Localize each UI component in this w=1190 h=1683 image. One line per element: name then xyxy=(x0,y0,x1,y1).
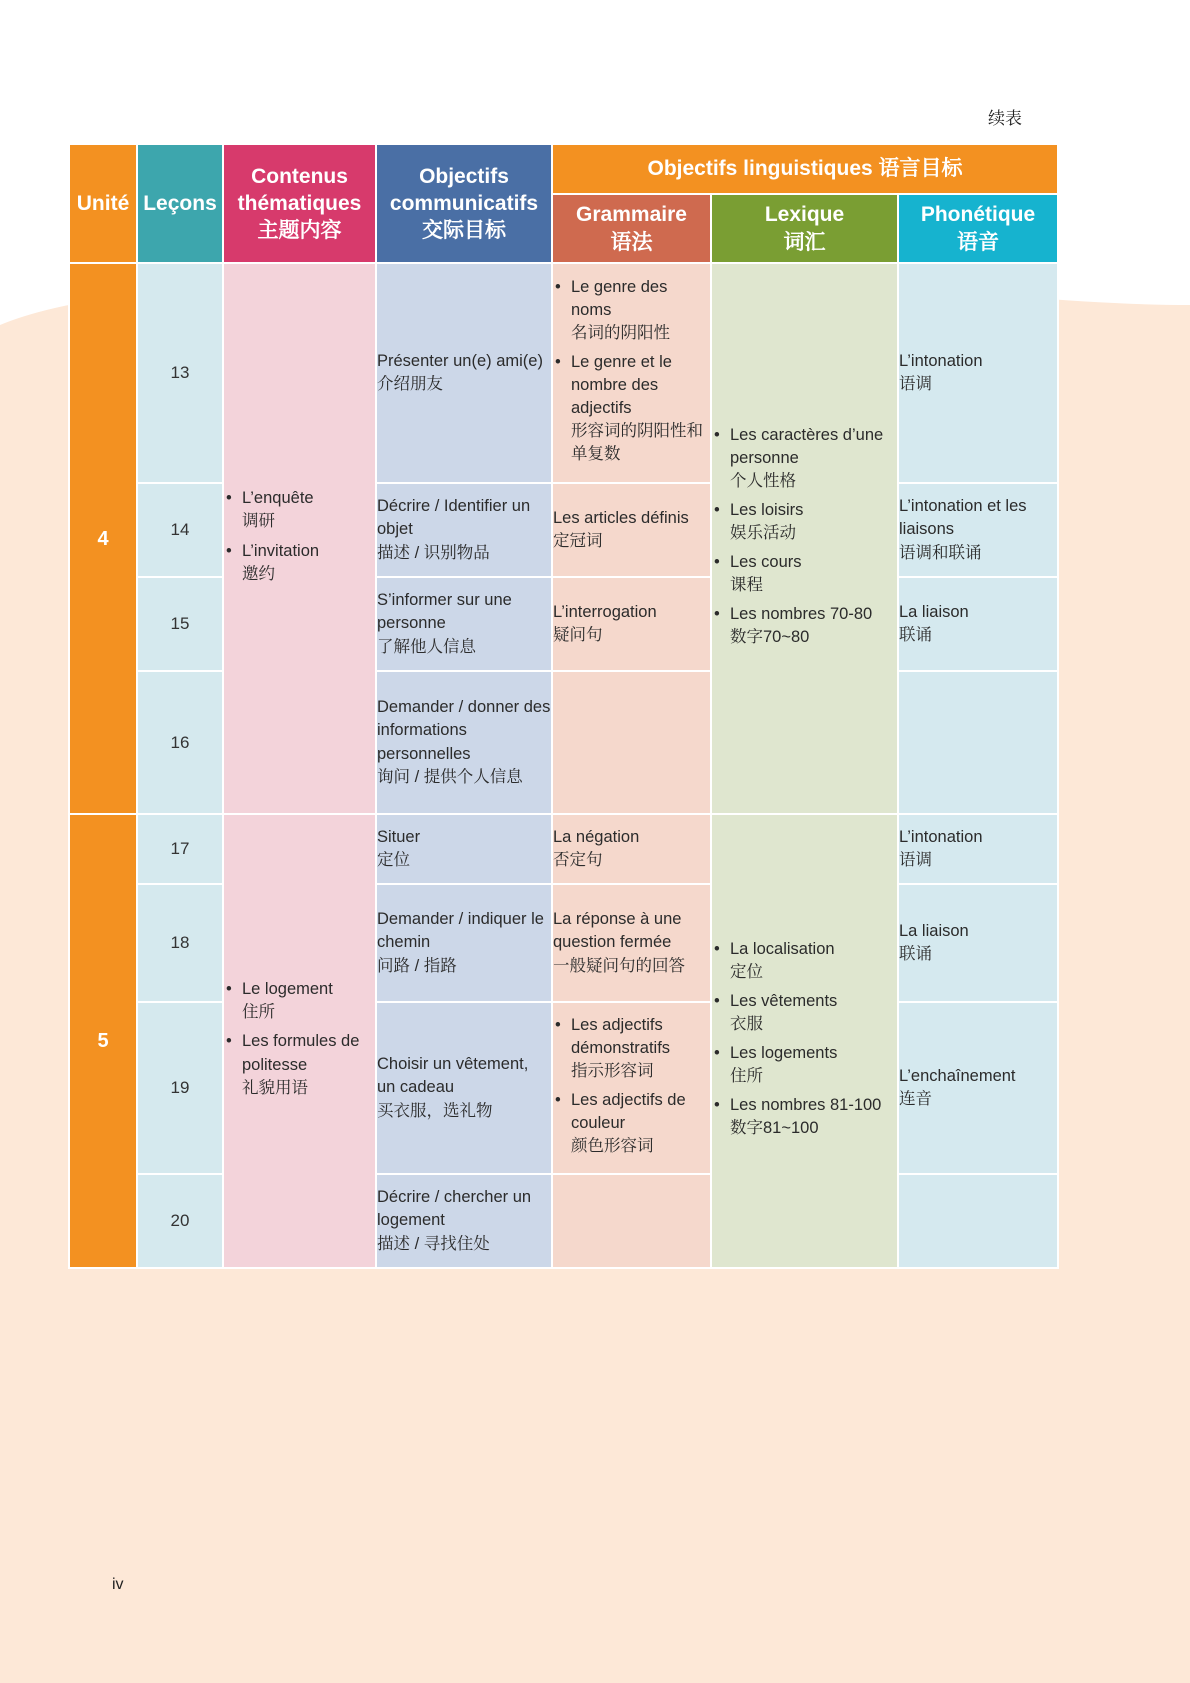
gram-cell-empty xyxy=(552,1174,711,1268)
lesson-number: 19 xyxy=(137,1002,223,1174)
comm-cell: S’informer sur une personne 了解他人信息 xyxy=(376,577,552,671)
phon-cell: L’enchaînement 连音 xyxy=(898,1002,1058,1174)
list-item: • Les loisirs 娱乐活动 xyxy=(712,499,897,545)
contenus-cell xyxy=(223,814,376,1268)
table-row xyxy=(69,483,1058,577)
gram-cell: La négation 否定句 xyxy=(552,814,711,884)
header-lecons: Leçons xyxy=(137,144,223,263)
header-contenus-fr: Contenus thématiques xyxy=(237,164,362,215)
header-lexique-zh: 词汇 xyxy=(783,230,826,254)
comm-cell: Présenter un(e) ami(e) 介绍朋友 xyxy=(376,263,552,483)
header-phonetique-fr: Phonétique xyxy=(920,203,1036,227)
header-lexique xyxy=(711,194,898,263)
list-item: • Le logement 住所 xyxy=(224,978,375,1024)
phon-cell: L’intonation et les liaisons 语调和联诵 xyxy=(898,483,1058,577)
header-linguistiques: Objectifs linguistiques 语言目标 xyxy=(552,144,1058,194)
list-item: • Les formules de politesse 礼貌用语 xyxy=(224,1030,375,1099)
page-number: iv xyxy=(112,1576,124,1593)
list-item: • Les nombres 81-100 数字81~100 xyxy=(712,1094,897,1140)
gram-cell: L’interrogation 疑问句 xyxy=(552,577,711,671)
syllabus-table xyxy=(68,143,1059,1269)
header-objectifs-fr: Objectifs communicatifs xyxy=(389,164,539,215)
phon-cell: L’intonation 语调 xyxy=(898,263,1058,483)
lesson-number: 13 xyxy=(137,263,223,483)
header-phonetique xyxy=(898,194,1058,263)
contenus-cell xyxy=(223,263,376,814)
table-row xyxy=(69,577,1058,671)
header-phonetique-zh: 语音 xyxy=(957,230,999,254)
list-item: • Les logements 住所 xyxy=(712,1042,897,1088)
phon-cell: La liaison 联诵 xyxy=(898,884,1058,1002)
list-item: • L’enquête 调研 xyxy=(224,487,375,533)
list-item: • Les cours 课程 xyxy=(712,551,897,597)
list-item: • Le genre des noms 名词的阴阳性 xyxy=(553,276,710,345)
table-row xyxy=(69,884,1058,1002)
list-item: • Les adjectifs démonstratifs 指示形容词 xyxy=(553,1014,710,1083)
header-contenus xyxy=(223,144,376,263)
phon-cell-empty xyxy=(898,1174,1058,1268)
table-row xyxy=(69,1174,1058,1268)
list-item: • Les vêtements 衣服 xyxy=(712,990,897,1036)
list-item: • Les adjectifs de couleur 颜色形容词 xyxy=(553,1089,710,1158)
header-objectifs-zh: 交际目标 xyxy=(422,219,506,243)
header-contenus-zh: 主题内容 xyxy=(257,219,342,243)
comm-cell: Choisir un vêtement, un cadeau 买衣服，选礼物 xyxy=(376,1002,552,1174)
header-grammaire-fr: Grammaire xyxy=(576,203,687,227)
header-row-top xyxy=(69,144,1058,194)
table-row xyxy=(69,263,1058,483)
header-lexique-fr: Lexique xyxy=(764,203,845,227)
table-row xyxy=(69,814,1058,884)
comm-cell: Situer 定位 xyxy=(376,814,552,884)
lesson-number: 17 xyxy=(137,814,223,884)
list-item: • Les nombres 70-80 数字70~80 xyxy=(712,603,897,649)
continued-label: 续表 xyxy=(988,109,1022,128)
table-row xyxy=(69,671,1058,814)
list-item: • Le genre et le nombre des adjectifs 形容词的阴阳性和单复数 xyxy=(553,351,710,466)
phon-cell-empty xyxy=(898,671,1058,814)
header-objectifs xyxy=(376,144,552,263)
unit-cell: 5 xyxy=(69,814,137,1268)
gram-cell: La réponse à une question fermée 一般疑问句的回答 xyxy=(552,884,711,1002)
header-grammaire-zh: 语法 xyxy=(610,230,653,254)
lesson-number: 18 xyxy=(137,884,223,1002)
phon-cell: L’intonation 语调 xyxy=(898,814,1058,884)
list-item: • La localisation 定位 xyxy=(712,938,897,984)
list-item: • L’invitation 邀约 xyxy=(224,540,375,586)
lesson-number: 20 xyxy=(137,1174,223,1268)
lexique-cell xyxy=(711,263,898,814)
phon-cell: La liaison 联诵 xyxy=(898,577,1058,671)
table-row xyxy=(69,1002,1058,1174)
header-grammaire xyxy=(552,194,711,263)
list-item: • Les caractères d’une personne 个人性格 xyxy=(712,424,897,493)
unit-cell: 4 xyxy=(69,263,137,814)
gram-cell xyxy=(552,1002,711,1174)
lesson-number: 14 xyxy=(137,483,223,577)
lesson-number: 15 xyxy=(137,577,223,671)
comm-cell: Demander / indiquer le chemin 问路 / 指路 xyxy=(376,884,552,1002)
gram-cell: Les articles définis 定冠词 xyxy=(552,483,711,577)
lesson-number: 16 xyxy=(137,671,223,814)
header-unite: Unité xyxy=(69,144,137,263)
comm-cell: Demander / donner des informations personnelles 询问 / 提供个人信息 xyxy=(376,671,552,814)
gram-cell-empty xyxy=(552,671,711,814)
gram-cell xyxy=(552,263,711,483)
comm-cell: Décrire / chercher un logement 描述 / 寻找住处 xyxy=(376,1174,552,1268)
comm-cell: Décrire / Identifier un objet 描述 / 识别物品 xyxy=(376,483,552,577)
lexique-cell xyxy=(711,814,898,1268)
